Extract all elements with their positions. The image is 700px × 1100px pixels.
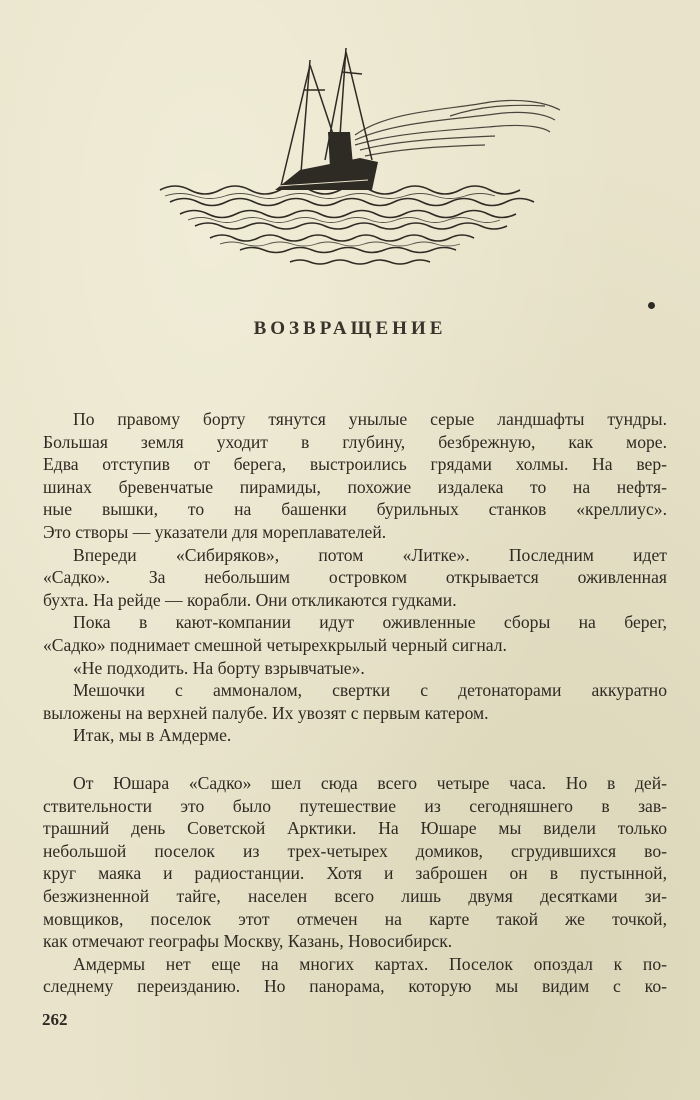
page-number: 262 [42, 1010, 68, 1029]
text-line: шинах бревенчатые пирамиды, похожие издалека то на нефтя- [43, 476, 667, 497]
text-line: ные вышки, то на башенки бурильных станков «креллиус». [43, 499, 667, 520]
text-line: выложены на верхней палубе. Их увозят с первым катером. [43, 702, 489, 723]
chapter-title: ВОЗВРАЩЕНИЕ [253, 318, 447, 339]
text-line: От Юшара «Садко» шел сюда всего четыре часа. Но в дей- [73, 773, 667, 793]
text-line: трашний день Советской Арктики. На Юшаре мы видели только [43, 818, 667, 839]
text-line: Мешочки с аммоналом, свертки с детонаторами аккуратно [73, 680, 667, 701]
text-line: Пока в кают-компании идут оживленные сборы на берег, [73, 612, 667, 633]
text-line: следнему переизданию. Но панорама, которую мы видим с ко- [43, 976, 667, 997]
steamship-illustration [150, 40, 570, 280]
text-line: «Садко». За небольшим островком открывается оживленная [43, 567, 667, 588]
text-line: Большая земля уходит в глубину, безбрежную, как море. [43, 431, 667, 452]
ink-dot [648, 302, 655, 309]
paragraph-block-1 [43, 408, 667, 747]
text-line: безжизненной тайге, населен всего лишь двумя десятками зи- [43, 885, 667, 906]
text-line: Амдермы нет еще на многих картах. Поселок опоздал к по- [73, 953, 667, 974]
text-line: «Не подходить. На борту взрывчатые». [73, 657, 365, 678]
text-line: Итак, мы в Амдерме. [73, 725, 232, 746]
text-line: Это створы — указатели для мореплавателей. [43, 521, 387, 542]
paragraph-block-2 [43, 772, 667, 998]
text-line: небольшой поселок из трех-четырех домиков, сгрудившихся во- [43, 840, 667, 861]
text-line: Впереди «Сибиряков», потом «Литке». Последним идет [73, 544, 667, 565]
text-line: «Садко» поднимает смешной четырехкрылый черный сигнал. [43, 634, 507, 655]
text-line: как отмечают географы Москву, Казань, Новосибирск. [43, 931, 453, 952]
text-line: бухта. На рейде — корабли. Они откликаются гудками. [43, 589, 457, 610]
text-line: ствительности это было путешествие из сегодняшнего в зав- [43, 795, 667, 816]
text-line: По правому борту тянутся унылые серые ландшафты тундры. [73, 409, 667, 429]
text-line: мовщиков, поселок этот отмечен на карте такой же точкой, [43, 908, 667, 929]
text-line: круг маяка и радиостанции. Хотя и заброшен он в пустынной, [43, 863, 667, 884]
text-line: Едва отступив от берега, выстроились грядами холмы. На вер- [43, 454, 667, 475]
